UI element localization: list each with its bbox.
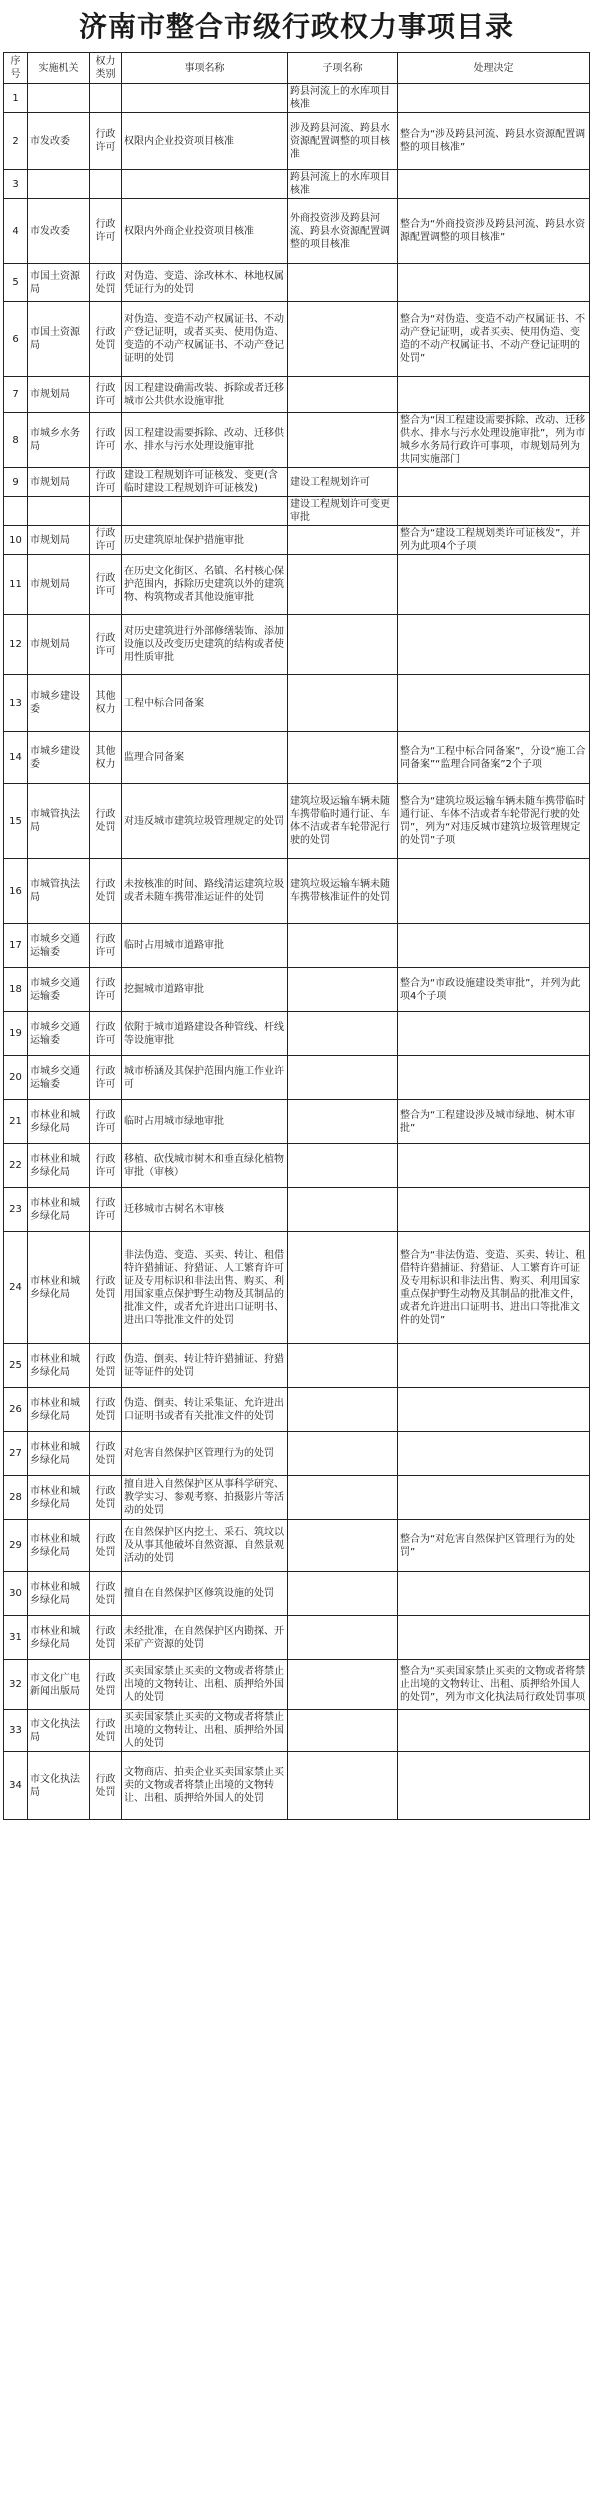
cell-decision: [398, 377, 590, 413]
cell-org: 市林业和城乡绿化局: [28, 1100, 90, 1144]
cell-sub: 外商投资涉及跨县河流、跨县水资源配置调整的项目核准: [288, 199, 398, 264]
cell-type: 行政处罚: [90, 1476, 122, 1520]
table-row: [4, 732, 590, 784]
cell-sub: [288, 1660, 398, 1710]
cell-no: 30: [4, 1572, 28, 1616]
cell-sub: [288, 302, 398, 377]
cell-decision: [398, 859, 590, 924]
cell-type: 其他权力: [90, 732, 122, 784]
cell-sub: [288, 1572, 398, 1616]
cell-no: 15: [4, 784, 28, 859]
cell-org: 市文化执法局: [28, 1710, 90, 1752]
cell-org: 市国土资源局: [28, 302, 90, 377]
table-row: [4, 1232, 590, 1344]
cell-type: 行政许可: [90, 526, 122, 555]
cell-decision: [398, 1388, 590, 1432]
cell-type: 行政许可: [90, 1012, 122, 1056]
cell-no: 13: [4, 675, 28, 732]
cell-no: 24: [4, 1232, 28, 1344]
table-row: [4, 1476, 590, 1520]
table-row: [4, 264, 590, 302]
cell-item: 擅自进入自然保护区从事科学研究、教学实习、参观考察、拍摄影片等活动的处罚: [122, 1476, 288, 1520]
cell-decision: [398, 1476, 590, 1520]
cell-sub: [288, 1144, 398, 1188]
cell-sub: [288, 1432, 398, 1476]
cell-org: 市林业和城乡绿化局: [28, 1144, 90, 1188]
cell-sub: [288, 1232, 398, 1344]
cell-org: 市林业和城乡绿化局: [28, 1188, 90, 1232]
cell-item: 城市桥涵及其保护范围内施工作业许可: [122, 1056, 288, 1100]
cell-no: 7: [4, 377, 28, 413]
cell-item: 依附于城市道路建设各种管线、杆线等设施审批: [122, 1012, 288, 1056]
cell-item: 未按核准的时间、路线清运建筑垃圾或者未随车携带准运证件的处罚: [122, 859, 288, 924]
table-row: [4, 1520, 590, 1572]
cell-type: 行政许可: [90, 968, 122, 1012]
cell-decision: [398, 170, 590, 199]
cell-type: [90, 497, 122, 526]
cell-item: 在历史文化街区、名镇、名村核心保护范围内，拆除历史建筑以外的建筑物、构筑物或者其他设施审批: [122, 555, 288, 615]
table-row: [4, 1012, 590, 1056]
cell-type: 行政许可: [90, 113, 122, 170]
cell-item: 伪造、倒卖、转让采集证、允许进出口证明书或者有关批准文件的处罚: [122, 1388, 288, 1432]
cell-sub: [288, 732, 398, 784]
cell-no: 22: [4, 1144, 28, 1188]
cell-item: 因工程建设需要拆除、改动、迁移供水、排水与污水处理设施审批: [122, 413, 288, 468]
cell-sub: [288, 1388, 398, 1432]
cell-type: 行政许可: [90, 1056, 122, 1100]
cell-item: 权限内外商企业投资项目核准: [122, 199, 288, 264]
cell-type: 行政处罚: [90, 1616, 122, 1660]
cell-no: 14: [4, 732, 28, 784]
cell-decision: [398, 497, 590, 526]
table-row: [4, 968, 590, 1012]
cell-no: 9: [4, 468, 28, 497]
cell-sub: [288, 675, 398, 732]
cell-type: 行政许可: [90, 377, 122, 413]
cell-type: 行政处罚: [90, 1660, 122, 1710]
table-row: [4, 1188, 590, 1232]
cell-org: 市城乡交通运输委: [28, 1056, 90, 1100]
cell-item: 对违反城市建筑垃圾管理规定的处罚: [122, 784, 288, 859]
cell-sub: [288, 264, 398, 302]
table-row: [4, 84, 590, 113]
cell-item: 工程中标合同备案: [122, 675, 288, 732]
table-row: [4, 615, 590, 675]
cell-no: 10: [4, 526, 28, 555]
cell-sub: 建筑垃圾运输车辆未随车携带临时通行证、车体不洁或者车轮带泥行驶的处罚: [288, 784, 398, 859]
cell-type: 行政许可: [90, 1144, 122, 1188]
cell-sub: [288, 1056, 398, 1100]
cell-sub: [288, 1520, 398, 1572]
cell-decision: 整合为“工程建设涉及城市绿地、树木审批”: [398, 1100, 590, 1144]
cell-item: 文物商店、拍卖企业买卖国家禁止买卖的文物或者将禁止出境的文物转让、出租、质押给外国人的处罚: [122, 1752, 288, 1820]
cell-no: 20: [4, 1056, 28, 1100]
cell-decision: [398, 1572, 590, 1616]
cell-decision: [398, 615, 590, 675]
cell-org: [28, 170, 90, 199]
cell-sub: [288, 1188, 398, 1232]
cell-org: 市林业和城乡绿化局: [28, 1344, 90, 1388]
cell-item: 未经批准，在自然保护区内勘探、开采矿产资源的处罚: [122, 1616, 288, 1660]
cell-org: 市国土资源局: [28, 264, 90, 302]
table-row: [4, 1432, 590, 1476]
cell-sub: [288, 615, 398, 675]
cell-org: 市规划局: [28, 468, 90, 497]
cell-no: 23: [4, 1188, 28, 1232]
cell-sub: 建设工程规划许可变更审批: [288, 497, 398, 526]
cell-org: 市林业和城乡绿化局: [28, 1520, 90, 1572]
table-row: [4, 1660, 590, 1710]
cell-no: 32: [4, 1660, 28, 1710]
cell-sub: [288, 1012, 398, 1056]
cell-no: 26: [4, 1388, 28, 1432]
cell-type: 行政处罚: [90, 1344, 122, 1388]
cell-item: 伪造、倒卖、转让特许猎捕证、狩猎证等证件的处罚: [122, 1344, 288, 1388]
cell-org: 市林业和城乡绿化局: [28, 1232, 90, 1344]
table-row: [4, 675, 590, 732]
cell-org: 市城乡交通运输委: [28, 968, 90, 1012]
cell-item: [122, 84, 288, 113]
cell-type: 行政处罚: [90, 264, 122, 302]
cell-decision: [398, 1144, 590, 1188]
cell-decision: [398, 1432, 590, 1476]
cell-no: 2: [4, 113, 28, 170]
cell-item: 权限内企业投资项目核准: [122, 113, 288, 170]
cell-decision: [398, 555, 590, 615]
cell-item: 对危害自然保护区管理行为的处罚: [122, 1432, 288, 1476]
cell-decision: [398, 468, 590, 497]
table-row: [4, 526, 590, 555]
cell-decision: 整合为“外商投资涉及跨县河流、跨县水资源配置调整的项目核准”: [398, 199, 590, 264]
cell-item: 因工程建设确需改装、拆除或者迁移城市公共供水设施审批: [122, 377, 288, 413]
cell-item: 在自然保护区内挖土、采石、筑坟以及从事其他破坏自然资源、自然景观活动的处罚: [122, 1520, 288, 1572]
cell-org: 市规划局: [28, 555, 90, 615]
cell-no: 19: [4, 1012, 28, 1056]
page-title: 济南市整合市级行政权力事项目录: [78, 10, 514, 43]
cell-type: 行政处罚: [90, 859, 122, 924]
header-type: 权力类别: [90, 53, 122, 84]
cell-type: 行政处罚: [90, 1710, 122, 1752]
cell-org: 市文化执法局: [28, 1752, 90, 1820]
cell-type: 行政许可: [90, 413, 122, 468]
table-row: [4, 497, 590, 526]
cell-sub: [288, 1616, 398, 1660]
cell-item: 非法伪造、变造、买卖、转让、租借特许猎捕证、狩猎证、人工繁育许可证及专用标识和非法出售、购买、利用国家重点保护野生动物及其制品的批准文件，或者允许进出口证明书、进出口等批准文件的处罚: [122, 1232, 288, 1344]
cell-item: 临时占用城市绿地审批: [122, 1100, 288, 1144]
table-row: [4, 1752, 590, 1820]
cell-org: 市城乡交通运输委: [28, 1012, 90, 1056]
cell-type: 行政处罚: [90, 1388, 122, 1432]
table-row: [4, 170, 590, 199]
table-row: [4, 1100, 590, 1144]
cell-type: 行政处罚: [90, 1572, 122, 1616]
cell-item: 买卖国家禁止买卖的文物或者将禁止出境的文物转让、出租、质押给外国人的处罚: [122, 1710, 288, 1752]
cell-no: 1: [4, 84, 28, 113]
cell-sub: 涉及跨县河流、跨县水资源配置调整的项目核准: [288, 113, 398, 170]
cell-sub: [288, 1100, 398, 1144]
cell-no: 27: [4, 1432, 28, 1476]
table-row: [4, 1710, 590, 1752]
cell-decision: 整合为“买卖国家禁止买卖的文物或者将禁止出境的文物转让、出租、质押给外国人的处罚”，列为市文化执法局行政处罚事项: [398, 1660, 590, 1710]
cell-no: 18: [4, 968, 28, 1012]
cell-no: 11: [4, 555, 28, 615]
cell-item: 临时占用城市道路审批: [122, 924, 288, 968]
cell-decision: [398, 84, 590, 113]
table-row: [4, 468, 590, 497]
header-org: 实施机关: [28, 53, 90, 84]
cell-no: 4: [4, 199, 28, 264]
cell-item: 迁移城市古树名木审核: [122, 1188, 288, 1232]
table-row: [4, 113, 590, 170]
cell-sub: [288, 1752, 398, 1820]
header-item: 事项名称: [122, 53, 288, 84]
header-decision: 处理决定: [398, 53, 590, 84]
cell-no: 29: [4, 1520, 28, 1572]
cell-org: [28, 497, 90, 526]
cell-sub: [288, 526, 398, 555]
cell-sub: 跨县河流上的水库项目核准: [288, 170, 398, 199]
cell-type: 其他权力: [90, 675, 122, 732]
cell-type: [90, 84, 122, 113]
cell-org: 市城管执法局: [28, 784, 90, 859]
cell-org: 市城乡建设委: [28, 675, 90, 732]
header-sub: 子项名称: [288, 53, 398, 84]
cell-decision: 整合为“建筑垃圾运输车辆未随车携带临时通行证、车体不洁或者车轮带泥行驶的处罚”，列为“对违反城市建筑垃圾管理规定的处罚”子项: [398, 784, 590, 859]
cell-decision: 整合为“涉及跨县河流、跨县水资源配置调整的项目核准”: [398, 113, 590, 170]
header-no: 序号: [4, 53, 28, 84]
cell-decision: 整合为“对伪造、变造不动产权属证书、不动产登记证明，或者买卖、使用伪造、变造的不动产权属证书、不动产登记证明的处罚”: [398, 302, 590, 377]
table-row: [4, 1144, 590, 1188]
table-row: [4, 1344, 590, 1388]
cell-type: 行政许可: [90, 615, 122, 675]
table-row: [4, 1616, 590, 1660]
cell-org: 市林业和城乡绿化局: [28, 1388, 90, 1432]
cell-sub: [288, 1344, 398, 1388]
cell-decision: [398, 675, 590, 732]
cell-decision: 整合为“建设工程规划类许可证核发”，并列为此项4个子项: [398, 526, 590, 555]
cell-sub: [288, 413, 398, 468]
cell-org: 市发改委: [28, 199, 90, 264]
cell-sub: [288, 555, 398, 615]
cell-sub: [288, 377, 398, 413]
cell-item: 擅自在自然保护区修筑设施的处罚: [122, 1572, 288, 1616]
table-header-row: [4, 53, 590, 84]
cell-sub: [288, 1710, 398, 1752]
table-row: [4, 413, 590, 468]
cell-org: 市林业和城乡绿化局: [28, 1616, 90, 1660]
table-row: [4, 859, 590, 924]
cell-org: 市林业和城乡绿化局: [28, 1432, 90, 1476]
cell-item: 监理合同备案: [122, 732, 288, 784]
cell-no: [4, 497, 28, 526]
cell-no: 31: [4, 1616, 28, 1660]
table-row: [4, 924, 590, 968]
cell-decision: [398, 1710, 590, 1752]
cell-type: 行政许可: [90, 1188, 122, 1232]
cell-org: 市城乡水务局: [28, 413, 90, 468]
cell-org: 市规划局: [28, 526, 90, 555]
cell-item: 移植、砍伐城市树木和垂直绿化植物审批（审核）: [122, 1144, 288, 1188]
cell-decision: [398, 1188, 590, 1232]
cell-no: 25: [4, 1344, 28, 1388]
cell-type: [90, 170, 122, 199]
cell-decision: [398, 1012, 590, 1056]
cell-decision: [398, 1056, 590, 1100]
cell-decision: 整合为“对危害自然保护区管理行为的处罚”: [398, 1520, 590, 1572]
cell-item: 对伪造、变造、涂改林木、林地权属凭证行为的处罚: [122, 264, 288, 302]
table-row: [4, 302, 590, 377]
cell-no: 21: [4, 1100, 28, 1144]
cell-sub: 跨县河流上的水库项目核准: [288, 84, 398, 113]
table-row: [4, 1388, 590, 1432]
cell-decision: 整合为“非法伪造、变造、买卖、转让、租借特许猎捕证、狩猎证、人工繁育许可证及专用标识和非法出售、购买、利用国家重点保护野生动物及其制品的批准文件，或者允许进出口证明书、进出口等批准文件的处罚”: [398, 1232, 590, 1344]
cell-org: 市林业和城乡绿化局: [28, 1476, 90, 1520]
table-row: [4, 377, 590, 413]
cell-decision: [398, 1752, 590, 1820]
cell-sub: 建设工程规划许可: [288, 468, 398, 497]
table-row: [4, 199, 590, 264]
cell-type: 行政处罚: [90, 1432, 122, 1476]
cell-sub: 建筑垃圾运输车辆未随车携带核准证件的处罚: [288, 859, 398, 924]
cell-decision: 整合为“工程中标合同备案”，分设“施工合同备案”“监理合同备案”2个子项: [398, 732, 590, 784]
cell-item: 对历史建筑进行外部修缮装饰、添加设施以及改变历史建筑的结构或者使用性质审批: [122, 615, 288, 675]
cell-item: 历史建筑原址保护措施审批: [122, 526, 288, 555]
cell-decision: [398, 264, 590, 302]
table-row: [4, 1572, 590, 1616]
cell-no: 33: [4, 1710, 28, 1752]
cell-item: [122, 170, 288, 199]
table-row: [4, 555, 590, 615]
cell-type: 行政处罚: [90, 302, 122, 377]
cell-org: 市林业和城乡绿化局: [28, 1572, 90, 1616]
cell-org: 市规划局: [28, 615, 90, 675]
cell-no: 8: [4, 413, 28, 468]
cell-org: 市城乡交通运输委: [28, 924, 90, 968]
cell-org: 市城乡建设委: [28, 732, 90, 784]
cell-sub: [288, 924, 398, 968]
table-row: [4, 784, 590, 859]
cell-type: 行政许可: [90, 555, 122, 615]
cell-type: 行政处罚: [90, 1752, 122, 1820]
cell-type: 行政处罚: [90, 784, 122, 859]
cell-type: 行政处罚: [90, 1232, 122, 1344]
cell-item: 挖掘城市道路审批: [122, 968, 288, 1012]
cell-decision: 整合为“市政设施建设类审批”，并列为此项4个子项: [398, 968, 590, 1012]
cell-sub: [288, 1476, 398, 1520]
cell-org: 市文化广电新闻出版局: [28, 1660, 90, 1710]
cell-no: 3: [4, 170, 28, 199]
cell-item: [122, 497, 288, 526]
cell-type: 行政许可: [90, 924, 122, 968]
table-row: [4, 1056, 590, 1100]
cell-org: [28, 84, 90, 113]
cell-org: 市规划局: [28, 377, 90, 413]
cell-no: 17: [4, 924, 28, 968]
cell-no: 5: [4, 264, 28, 302]
cell-no: 12: [4, 615, 28, 675]
cell-org: 市城管执法局: [28, 859, 90, 924]
cell-item: 建设工程规划许可证核发、变更(含临时建设工程规划许可证核发): [122, 468, 288, 497]
cell-org: 市发改委: [28, 113, 90, 170]
cell-decision: [398, 1616, 590, 1660]
cell-type: 行政处罚: [90, 1520, 122, 1572]
cell-item: 买卖国家禁止买卖的文物或者将禁止出境的文物转让、出租、质押给外国人的处罚: [122, 1660, 288, 1710]
cell-decision: [398, 1344, 590, 1388]
cell-decision: [398, 924, 590, 968]
cell-type: 行政许可: [90, 1100, 122, 1144]
cell-type: 行政许可: [90, 199, 122, 264]
cell-no: 34: [4, 1752, 28, 1820]
cell-no: 6: [4, 302, 28, 377]
cell-item: 对伪造、变造不动产权属证书、不动产登记证明，或者买卖、使用伪造、变造的不动产权属证书、不动产登记证明的处罚: [122, 302, 288, 377]
cell-decision: 整合为“因工程建设需要拆除、改动、迁移供水、排水与污水处理设施审批”，列为市城乡水务局行政许可事项，市规划局列为共同实施部门: [398, 413, 590, 468]
cell-no: 16: [4, 859, 28, 924]
cell-no: 28: [4, 1476, 28, 1520]
authority-table: [3, 52, 590, 1820]
cell-sub: [288, 968, 398, 1012]
cell-type: 行政许可: [90, 468, 122, 497]
